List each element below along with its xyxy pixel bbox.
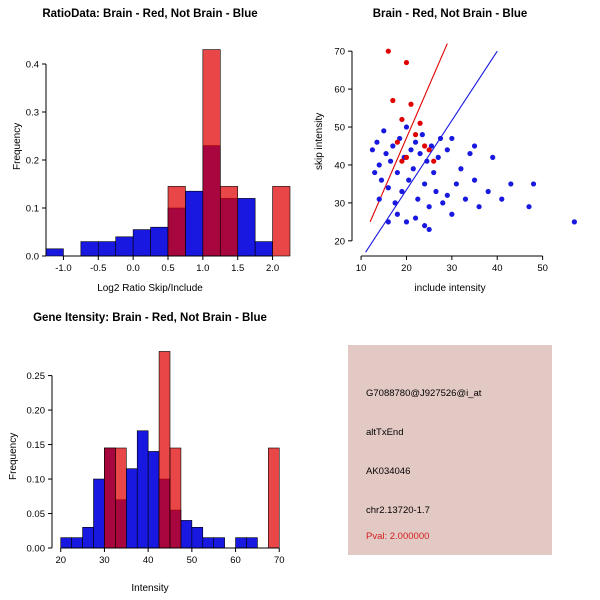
svg-text:0.20: 0.20 (26, 405, 45, 417)
gene-intensity-ylabel: Frequency (8, 432, 19, 480)
svg-text:0.4: 0.4 (25, 59, 39, 71)
svg-text:60: 60 (334, 84, 345, 96)
intensity-scatter-ylabel: skip intensity (314, 112, 325, 170)
svg-text:30: 30 (99, 555, 110, 566)
ratio-histogram-xlabel: Log2 Ratio Skip/Include (97, 283, 203, 294)
intensity-scatter-title: Brain - Red, Not Brain - Blue (372, 8, 528, 20)
ratio-histogram-ylabel: Frequency (12, 122, 23, 170)
svg-text:0.00: 0.00 (26, 543, 45, 555)
svg-text:1.5: 1.5 (231, 263, 245, 274)
svg-text:70: 70 (273, 555, 285, 566)
svg-text:-1.0: -1.0 (55, 263, 72, 274)
svg-text:0.3: 0.3 (25, 107, 39, 119)
svg-text:0.10: 0.10 (26, 474, 45, 486)
svg-text:10: 10 (355, 263, 367, 274)
svg-text:40: 40 (491, 263, 503, 274)
svg-text:40: 40 (334, 160, 345, 172)
intensity-scatter-xlabel: include intensity (414, 283, 486, 294)
svg-text:30: 30 (334, 198, 345, 210)
svg-text:50: 50 (537, 263, 548, 274)
gene-intensity-plot (0, 300, 300, 600)
svg-text:0.15: 0.15 (26, 440, 45, 452)
svg-text:40: 40 (142, 555, 154, 566)
svg-text:20: 20 (55, 555, 67, 566)
ratio-histogram-panel (0, 0, 300, 300)
svg-text:60: 60 (230, 555, 241, 566)
info-line-pval: Pval: 2.000000 (366, 531, 430, 542)
info-line-probe: G7088780@J927526@i_at (366, 388, 482, 399)
info-line-locus: chr2.13720-1.7 (366, 505, 430, 516)
svg-text:0.1: 0.1 (25, 203, 39, 215)
svg-text:20: 20 (401, 263, 412, 274)
svg-text:1.0: 1.0 (196, 263, 210, 274)
svg-text:20: 20 (334, 236, 345, 248)
svg-text:50: 50 (334, 122, 345, 134)
svg-text:30: 30 (446, 263, 458, 274)
gene-intensity-xlabel: Intensity (131, 583, 169, 594)
gene-info-box (348, 345, 552, 555)
svg-text:2.0: 2.0 (265, 263, 280, 274)
svg-text:0.05: 0.05 (26, 509, 45, 521)
gene-intensity-title: Gene Itensity: Brain - Red, Not Brain - Blue (33, 312, 267, 324)
ratio-histogram-title: RatioData: Brain - Red, Not Brain - Blue (42, 8, 258, 20)
info-line-accession: AK034046 (366, 466, 411, 477)
gene-intensity-panel (0, 300, 300, 600)
svg-text:0.5: 0.5 (161, 263, 175, 274)
svg-text:70: 70 (334, 46, 345, 58)
info-line-event: altTxEnd (366, 427, 404, 438)
svg-text:-0.5: -0.5 (90, 263, 107, 274)
ratio-histogram-plot (0, 0, 300, 300)
intensity-scatter-panel (300, 0, 600, 300)
svg-text:0.25: 0.25 (26, 371, 45, 383)
svg-text:50: 50 (186, 555, 198, 566)
svg-text:0.0: 0.0 (126, 263, 140, 274)
svg-text:0.2: 0.2 (25, 155, 39, 167)
intensity-scatter-plot (300, 0, 600, 300)
svg-text:0.0: 0.0 (25, 251, 39, 263)
